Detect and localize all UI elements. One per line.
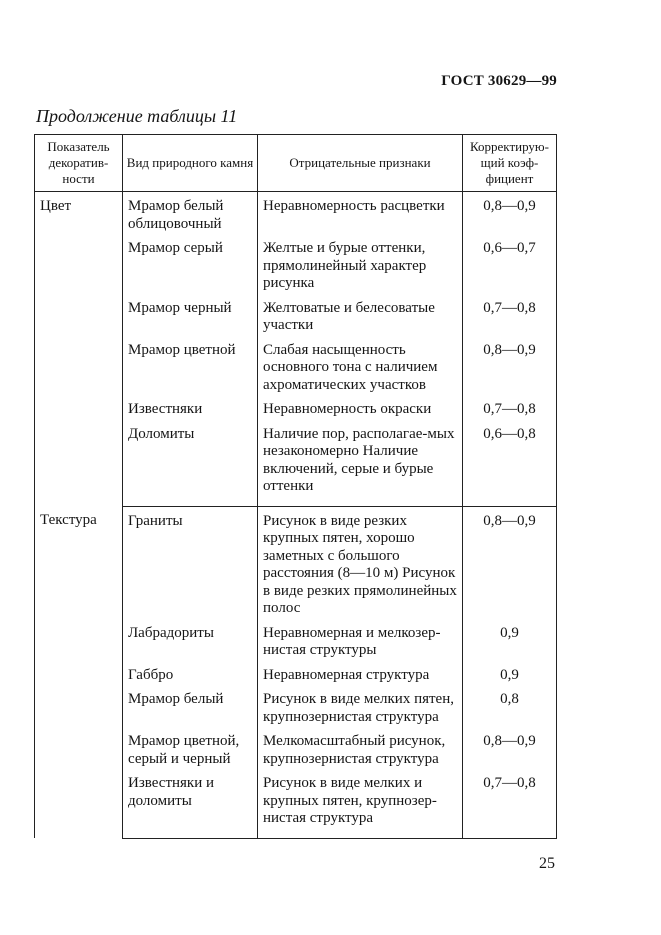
header-coefficient: Корректирую-щий коэф-фициент [463, 135, 557, 192]
stone-cell: Мрамор цветной [123, 335, 258, 395]
table-caption: Продолжение таблицы 11 [36, 106, 238, 126]
page-number: 25 [539, 855, 555, 872]
stone-cell: Мрамор цветной, серый и черный [123, 726, 258, 768]
signs-cell: Рисунок в виде мелких и крупных пятен, крупнозер-нистая структура [258, 768, 463, 838]
table-row [35, 506, 557, 618]
coef-cell: 0,8—0,9 [463, 726, 557, 768]
stone-cell: Доломиты [123, 419, 258, 507]
signs-cell: Неравномерность окраски [258, 394, 463, 419]
coef-cell: 0,6—0,8 [463, 419, 557, 507]
signs-cell: Неравномерность расцветки [258, 192, 463, 234]
coef-cell: 0,9 [463, 618, 557, 660]
signs-cell: Рисунок в виде резких крупных пятен, хорошо заметных с большого расстояния (8—10 м) Рисунок в виде резких прямолинейных полос [258, 506, 463, 618]
coef-cell: 0,7—0,8 [463, 768, 557, 838]
stone-cell: Мрамор белый [123, 684, 258, 726]
decorativeness-table [34, 134, 557, 839]
stone-cell: Известняки [123, 394, 258, 419]
stone-cell: Мрамор серый [123, 233, 258, 293]
stone-cell: Граниты [123, 506, 258, 618]
stone-cell: Мрамор черный [123, 293, 258, 335]
signs-cell: Желтые и бурые оттенки, прямолинейный характер рисунка [258, 233, 463, 293]
coef-cell: 0,8 [463, 684, 557, 726]
coef-cell: 0,6—0,7 [463, 233, 557, 293]
header-stone-type: Вид природного камня [123, 135, 258, 192]
coef-cell: 0,7—0,8 [463, 293, 557, 335]
table-header-row [35, 135, 557, 192]
coef-cell: 0,8—0,9 [463, 335, 557, 395]
stone-cell: Мрамор белый облицовочный [123, 192, 258, 234]
signs-cell: Слабая насыщенность основного тона с наличием ахроматических участков [258, 335, 463, 395]
coef-cell: 0,8—0,9 [463, 192, 557, 234]
coef-cell: 0,8—0,9 [463, 506, 557, 618]
table-row [35, 192, 557, 234]
coef-cell: 0,7—0,8 [463, 394, 557, 419]
signs-cell: Неравномерная структура [258, 660, 463, 685]
signs-cell: Наличие пор, располагае-мых незакономерно Наличие включений, серые и бурые оттенки [258, 419, 463, 507]
signs-cell: Желтоватые и белесоватые участки [258, 293, 463, 335]
signs-cell: Неравномерная и мелкозер-нистая структуры [258, 618, 463, 660]
coef-cell: 0,9 [463, 660, 557, 685]
signs-cell: Мелкомасштабный рисунок, крупнозернистая структура [258, 726, 463, 768]
stone-cell: Известняки и доломиты [123, 768, 258, 838]
header-negative-signs: Отрицательные признаки [258, 135, 463, 192]
signs-cell: Рисунок в виде мелких пятен, крупнозернистая структура [258, 684, 463, 726]
indicator-cell: Текстура [35, 506, 123, 838]
indicator-cell: Цвет [35, 192, 123, 507]
stone-cell: Габбро [123, 660, 258, 685]
header-indicator: Показатель декоратив-ности [35, 135, 123, 192]
stone-cell: Лабрадориты [123, 618, 258, 660]
document-id: ГОСТ 30629—99 [441, 73, 557, 89]
